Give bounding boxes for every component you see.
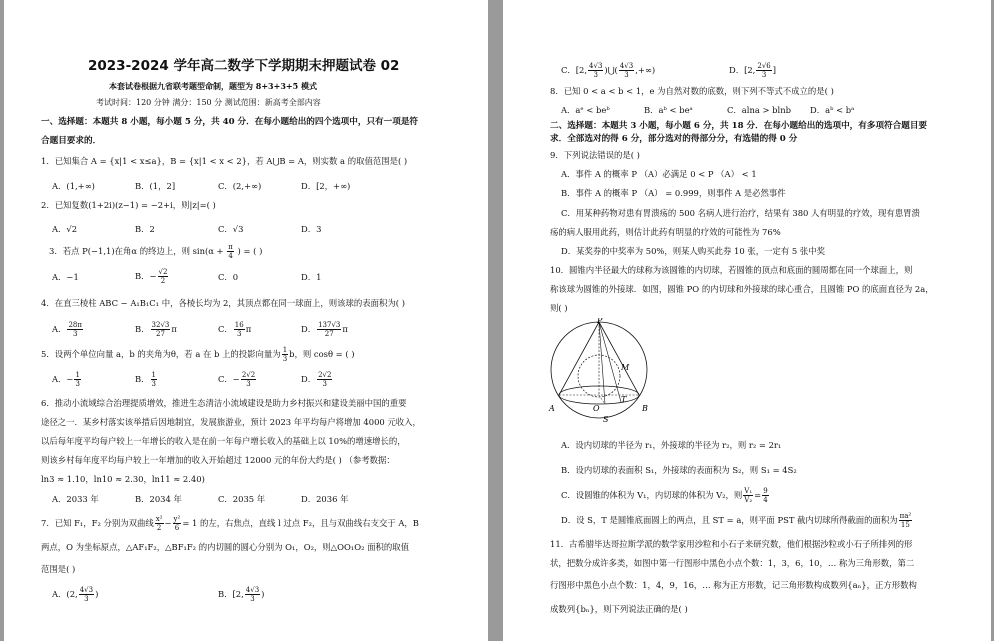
q3-option-c: C．0	[218, 272, 239, 282]
q6-option-b: B．2034 年	[135, 494, 182, 504]
label-t: T	[621, 395, 627, 404]
question-11-line: 状，把数分成许多类，如图中第一行图形中黑色小点个数：1，3，6，10，… 称为三角形数，第二	[550, 558, 915, 568]
q10-option-d: D．设 S，T 是圆锥底面圆上的两点，且 ST = a，则平面 PST 截内切球所得截面的面积为 $\frac{\text{πa²}}{15}$	[561, 512, 912, 529]
question-7-line-1: 7．已知 F₁，F₂ 分别为双曲线 $\frac{\text{x²}}{2}$ − $\frac{\text{y²}}{6}$ = 1 的左，右焦点，直线 l 过点 F₂，且与双曲线右支交于 A，B	[41, 515, 419, 532]
q1-option-b: B．(1，2]	[135, 181, 176, 191]
q6-option-d: D．2036 年	[301, 494, 349, 504]
q1-option-a: A．(1,+∞)	[52, 181, 95, 191]
q4-option-c: C． $\frac{16}{3}$ π	[218, 321, 252, 338]
page-title: 2023-2024 学年高二数学下学期期末押题试卷 02	[88, 58, 400, 74]
q7-option-a: A．(2, $\frac{4√3}{3}$ )	[52, 586, 99, 603]
q7-option-c: C．[2, $\frac{4√3}{3}$ )⋃( $\frac{4√3}{3}$ ,+∞)	[561, 62, 656, 79]
q5-option-a: A．− $\frac{1}{3}$	[52, 371, 80, 388]
q8-option-b: B．aᵇ < beᵃ	[644, 105, 693, 115]
q10-option-b: B．设内切球的表面积 S₁，外接球的表面积为 S₂，则 S₁ = 4S₂	[561, 465, 797, 475]
q9-option-a: A．事件 A 的概率 P （A）必满足 0 < P （A） < 1	[561, 169, 757, 179]
q2-option-d: D．3	[301, 224, 322, 234]
question-3-stem: 3．若点 P(−1,1)在角α 的终边上，则 sin(α + $\frac{\pi}{4}$ ) = ( )	[49, 243, 263, 260]
question-10-line-3: 则( )	[550, 303, 568, 313]
q4-option-d: D． $\frac{137√3}{27}$ π	[301, 321, 348, 338]
question-6-line: ln3 ≈ 1.10，ln10 ≈ 2.30，ln11 ≈ 2.40)	[41, 474, 205, 484]
q3-option-d: D．1	[301, 272, 322, 282]
q7-option-d: D．[2, $\frac{2√6}{3}$ ]	[729, 62, 777, 79]
question-7-line-3: 范围是( )	[41, 564, 76, 574]
exam-info: 考试时间：120 分钟 满分：150 分 测试范围：新高考全部内容	[96, 98, 321, 107]
document-page-2	[503, 0, 991, 641]
question-2-stem: 2．已知复数(1+2i)(z−1) = −2+i，则|z|=( )	[41, 200, 216, 210]
cone-slant-right	[599, 322, 639, 395]
q6-option-a: A．2033 年	[52, 494, 99, 504]
subtitle: 本套试卷根据九省联考题型命制，题型为 8+3+3+5 模式	[109, 81, 317, 91]
q10-option-c: C．设圆锥的体积为 V₁，内切球的体积为 V₂，则 $\frac{\text{V₁}}{\text{V₂}}$ = $\frac{9}{4}$	[561, 487, 768, 504]
q9-option-c-cont: 疡的病人服用此药，则估计此药有明显的疗效的可能性为 76%	[550, 227, 781, 237]
question-7-line-2: 两点，O 为坐标原点，△AF₁F₂，△BF₁F₂ 的内切圆的圆心分别为 O₁，O₂，则△OO₁O₂ 面积的取值	[41, 542, 409, 552]
question-5-stem: 5．设两个单位向量 a，b 的夹角为θ，若 a 在 b 上的投影向量为 $\frac{1}{3}$ b，则 cosθ = ( )	[41, 346, 355, 363]
label-o: O	[593, 404, 600, 413]
question-10-line-2: 称该球为圆锥的外接球．如图，圆锥 PO 的内切球和外接球的球心重合，且圆锥 PO 的底面直径为 2a，	[550, 284, 934, 294]
q5-option-c: C．− $\frac{2√2}{3}$	[218, 371, 256, 388]
q5-option-b: B． $\frac{1}{3}$	[135, 371, 156, 388]
question-11-line: 行图形中黑色小点个数：1，4，9，16，… 称为正方形数，记三角形数构成数列{aₙ}，正方形数构	[550, 580, 917, 590]
label-b: B	[642, 404, 648, 413]
question-10-line-1: 10．圆锥内半径最大的球称为该圆锥的内切球，若圆锥的顶点和底面的圆周都在同一个球面上，则	[550, 265, 913, 275]
question-8-stem: 8．已知 0 < a < b < 1，e 为自然对数的底数，则下列不等式不成立的是( )	[550, 86, 834, 96]
question-9-stem: 9．下列说法错误的是( )	[550, 150, 640, 160]
label-m: M	[621, 363, 630, 372]
q9-option-b: B．事件 A 的概率 P （A） = 0.999，则事件 A 是必然事件	[561, 188, 786, 198]
question-11-line: 成数列{bₙ}，则下列说法正确的是( )	[550, 604, 688, 614]
q9-option-d: D．某奖券的中奖率为 50%，则某人购买此券 10 张，一定有 5 张中奖	[561, 246, 825, 256]
q2-option-c: C．√3	[218, 224, 244, 234]
q4-option-b: B． $\frac{32√3}{27}$ π	[135, 321, 177, 338]
label-a: A	[549, 404, 555, 413]
q1-option-c: C．(2,+∞)	[218, 181, 262, 191]
q1-option-d: D．[2，+∞)	[301, 181, 351, 191]
q7-option-b: B．[2, $\frac{4√3}{3}$ )	[218, 586, 265, 603]
q8-option-d: D．aᵇ < bᵃ	[810, 105, 855, 115]
section-2-heading: 二、选择题：本题共 3 小题，每小题 6 分，共 18 分．在每小题给出的选项中，有多项符合题目要	[550, 121, 928, 131]
q2-option-b: B．2	[135, 224, 155, 234]
q4-option-a: A． $\frac{28\pi}{3}$	[52, 321, 82, 338]
section-1-heading: 一、选择题：本题共 8 小题，每小题 5 分，共 40 分．在每小题给出的四个选项中，只有一项是符	[41, 117, 419, 127]
cone-sphere-figure	[547, 318, 657, 426]
document-page-1	[4, 0, 488, 641]
question-6-line: 6．推动小流域综合治理提质增效，推进生态清洁小流域建设是助力乡村振兴和建设美丽中国的重要	[41, 398, 407, 408]
section-2-heading-cont: 求．全部选对的得 6 分，部分选对的得部分分，有选错的得 0 分	[550, 134, 798, 144]
q2-option-a: A．√2	[52, 224, 78, 234]
question-6-line: 途径之一．某乡村落实该举措后因地制宜，发展旅游业，预计 2023 年平均每户将增加 4000 元收入，	[41, 417, 421, 427]
section-1-heading-cont: 合题目要求的．	[41, 136, 102, 146]
question-1-stem: 1．已知集合 A = {x|1 < x≤a}，B = {x|1 < x < 2}，若 A⋃B = A，则实数 a 的取值范围是( )	[41, 156, 408, 166]
radius-os	[599, 395, 605, 404]
question-4-stem: 4．在直三棱柱 ABC − A₁B₁C₁ 中，各棱长均为 2，其顶点都在同一球面上，则该球的表面积为( )	[41, 298, 406, 308]
q10-option-a: A．设内切球的半径为 r₁，外接球的半径为 r₂，则 r₂ = 2r₁	[561, 440, 782, 450]
q8-option-a: A．aᵉ < beᵇ	[561, 105, 610, 115]
question-6-line: 以后每年度平均每户较上一年增长的收入是在前一年每户增长收入的基础上以 10%的增速增长的，	[41, 436, 406, 446]
label-s: S	[603, 415, 609, 424]
q3-option-a: A．−1	[52, 272, 79, 282]
question-6-line: 则该乡村每年度平均每户较上一年增加的收入开始超过 12000 元的年份大约是( ) （参考数据：	[41, 455, 395, 465]
q6-option-c: C．2035 年	[218, 494, 266, 504]
question-11-line: 11．古希腊毕达哥拉斯学派的数学家用沙粒和小石子来研究数，他们根据沙粒或小石子所排列的形	[550, 539, 913, 549]
cone-slant-left	[559, 322, 599, 395]
cone-slant-s	[599, 322, 605, 404]
q3-option-b: B．− $\frac{√2}{2}$	[135, 268, 168, 285]
label-p: P	[597, 318, 603, 325]
q9-option-c: C．用某种药物对患有胃溃疡的 500 名病人进行治疗，结果有 380 人有明显的疗效，现有患胃溃	[561, 208, 920, 218]
cone-slant-t	[599, 322, 621, 402]
q8-option-c: C．alna > blnb	[727, 105, 791, 115]
q5-option-d: D． $\frac{2√2}{3}$	[301, 371, 332, 388]
